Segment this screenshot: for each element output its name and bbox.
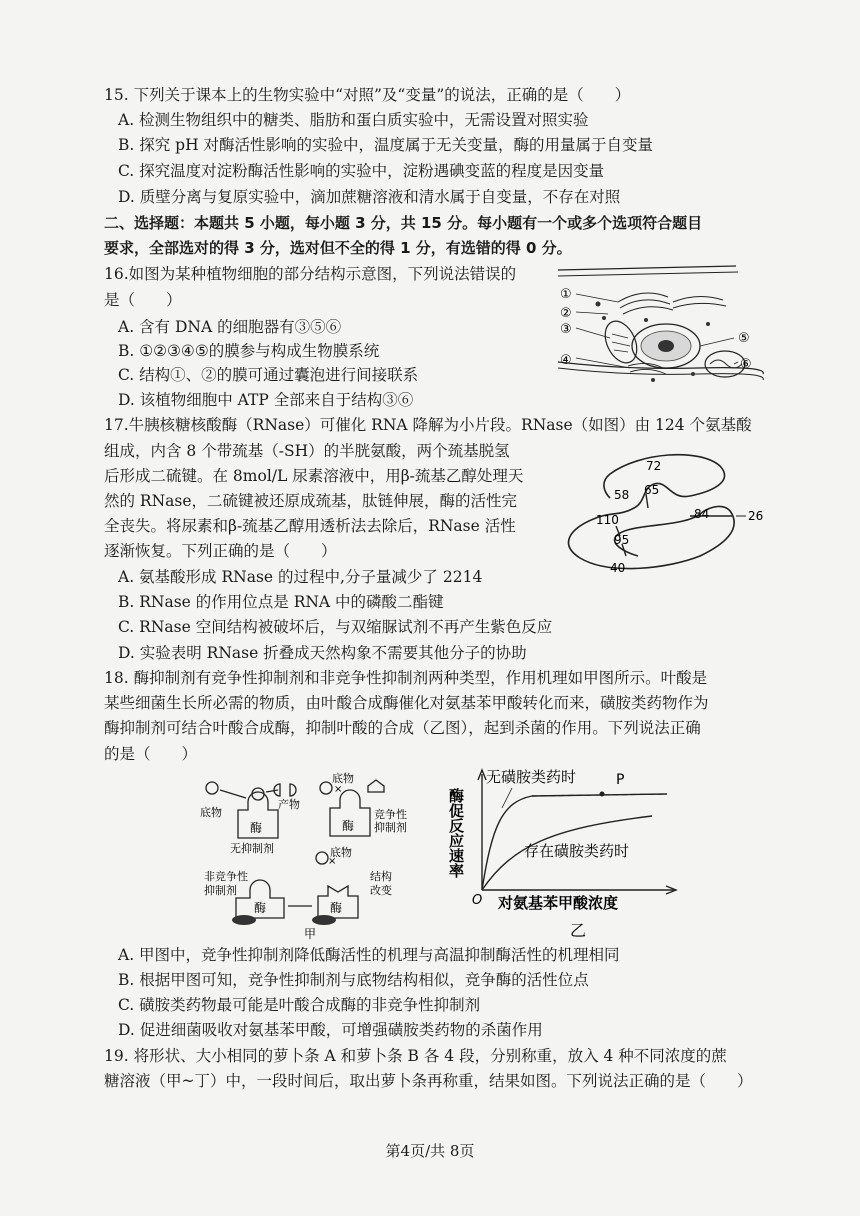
q18-stem-line2: 某些细菌生长所必需的物质，由叶酸合成酶催化对氨基苯甲酸转化而来，磺胺类药物作为 [104, 694, 709, 712]
section2-heading-line2: 要求，全部选对的得 3 分，选对但不全的得 1 分，有选错的得 0 分。 [104, 239, 572, 257]
jia-caption: 甲 [304, 927, 317, 941]
q17-stem-line6: 逐渐恢复。下列正确的是（ ） [104, 542, 337, 560]
jia-competitive-1: 竞争性 [374, 808, 407, 821]
q17-stem-line4: 然的 RNase，二硫键被还原成巯基，肽链伸展，酶的活性完 [104, 492, 518, 510]
jia-product: 产物 [278, 798, 300, 811]
jia-enzyme-1: 酶 [250, 821, 263, 835]
cell-label-3: ③ [560, 322, 572, 337]
jia-substrate-2: 底物 [332, 772, 354, 785]
q18-option-d: D. 促进细菌吸收对氨基苯甲酸，可增强磺胺类药物的杀菌作用 [118, 1021, 543, 1039]
jia-enzyme-4: 酶 [330, 901, 343, 915]
q17-stem-line3: 后形成二硫键。在 8mol/L 尿素溶液中，用β-巯基乙醇处理天 [104, 467, 524, 485]
jia-noncompetitive-2: 抑制剂 [204, 884, 237, 897]
jia-no-inhibitor: 无抑制剂 [230, 842, 274, 855]
yi-curve-top-label: 无磺胺类药时 [486, 768, 577, 786]
q16-option-a: A. 含有 DNA 的细胞器有③⑤⑥ [118, 318, 342, 336]
q16-stem-line2: 是（ ） [104, 291, 182, 309]
rnase-label-84: 84 [694, 507, 710, 521]
jia-competitive-2: 抑制剂 [374, 821, 407, 834]
q16-option-c: C. 结构①、②的膜可通过囊泡进行间接联系 [118, 366, 419, 384]
q15-option-c: C. 探究温度对淀粉酶活性影响的实验中，淀粉遇碘变蓝的程度是因变量 [118, 162, 605, 180]
rnase-label-58: 58 [614, 488, 630, 502]
rnase-label-72: 72 [646, 459, 662, 473]
q19-stem-line2: 糖溶液（甲~丁）中，一段时间后，取出萝卜条再称重，结果如图。下列说法正确的是（ ） [104, 1072, 753, 1090]
q18-stem-line1: 18. 酶抑制剂有竞争性抑制剂和非竞争性抑制剂两种类型，作用机理如甲图所示。叶酸是 [104, 669, 708, 687]
yi-point-label: P [616, 772, 625, 788]
jia-enzyme-2: 酶 [342, 819, 355, 833]
cell-label-6: ⑥ [740, 357, 752, 372]
jia-substrate: 底物 [200, 806, 222, 819]
yi-ylabel: 酶促反应速率 [447, 788, 465, 878]
rnase-label-26: 26 [748, 509, 764, 523]
jia-substrate-3: 底物 [330, 846, 352, 859]
reaction-rate-chart [447, 766, 682, 944]
q18-stem-line3: 酶抑制剂可结合叶酸合成酶，抑制叶酸的合成（乙图），起到杀菌的作用。下列说法正确 [104, 719, 701, 737]
q18-option-b: B. 根据甲图可知，竞争性抑制剂与底物结构相似，竞争酶的活性位点 [118, 971, 589, 989]
q16-option-d: D. 该植物细胞中 ATP 全部来自于结构③⑥ [118, 391, 414, 409]
q17-option-d: D. 实验表明 RNase 折叠成天然构象不需要其他分子的协助 [118, 644, 527, 662]
rnase-structure-figure [550, 452, 780, 578]
plant-cell-figure [548, 262, 768, 412]
rnase-label-65: 65 [644, 483, 660, 497]
rnase-label-110: 110 [596, 513, 619, 527]
q19-stem-line1: 19. 将形状、大小相同的萝卜条 A 和萝卜条 B 各 4 段，分别称重，放入 4 种不同浓度的蔗 [104, 1047, 727, 1065]
jia-noncompetitive-1: 非竞争性 [204, 870, 248, 883]
q15-stem: 15. 下列关于课本上的生物实验中“对照”及“变量”的说法，正确的是（ ） [104, 86, 631, 104]
q17-stem-line5: 全丧失。将尿素和β-巯基乙醇用透析法去除后，RNase 活性 [104, 517, 516, 535]
cell-label-5: ⑤ [738, 331, 750, 346]
q16-stem-line1: 16.如图为某种植物细胞的部分结构示意图，下列说法错误的 [104, 265, 517, 283]
jia-enzyme-3: 酶 [254, 901, 267, 915]
cell-label-1: ① [560, 287, 572, 302]
jia-cross-mark-2: × [328, 856, 337, 867]
yi-xlabel: 对氨基苯甲酸浓度 [498, 894, 619, 912]
jia-structure-2: 改变 [370, 884, 392, 897]
q17-stem-line2: 组成，内含 8 个带巯基（-SH）的半胱氨酸，两个巯基脱氢 [104, 442, 510, 460]
cell-label-4: ④ [560, 353, 572, 368]
q15-option-a: A. 检测生物组织中的糖类、脂肪和蛋白质实验中，无需设置对照实验 [118, 111, 589, 129]
section2-heading-line1: 二、选择题：本题共 5 小题，每小题 3 分，共 15 分。每小题有一个或多个选项符合题目 [104, 214, 703, 232]
jia-structure-1: 结构 [370, 870, 392, 883]
q17-stem-line1: 17.牛胰核糖核酸酶（RNase）可催化 RNA 降解为小片段。RNase（如图）由 124 个氨基酸 [104, 416, 752, 434]
cell-label-2: ② [560, 306, 572, 321]
q18-option-c: C. 磺胺类药物最可能是叶酸合成酶的非竞争性抑制剂 [118, 996, 481, 1014]
q15-option-d: D. 质壁分离与复原实验中，滴加蔗糖溶液和清水属于自变量，不存在对照 [118, 188, 621, 206]
q17-option-c: C. RNase 空间结构被破坏后，与双缩脲试剂不再产生紫色反应 [118, 618, 553, 636]
q18-option-a: A. 甲图中，竞争性抑制剂降低酶活性的机理与高温抑制酶活性的机理相同 [118, 946, 620, 964]
q18-stem-line4: 的是（ ） [104, 745, 198, 763]
inhibitor-mechanism-figure [198, 772, 448, 944]
yi-origin: O [472, 893, 483, 908]
jia-cross-mark: × [334, 784, 343, 795]
q17-option-b: B. RNase 的作用位点是 RNA 中的磷酸二酯键 [118, 593, 444, 611]
rnase-label-40: 40 [610, 561, 626, 575]
yi-curve-bottom-label: 存在磺胺类药时 [524, 842, 630, 860]
q16-option-b: B. ①②③④⑤的膜参与构成生物膜系统 [118, 342, 380, 360]
rnase-label-95: 95 [614, 533, 630, 547]
q15-option-b: B. 探究 pH 对酶活性影响的实验中，温度属于无关变量，酶的用量属于自变量 [118, 136, 654, 154]
page-footer: 第4页/共 8页 [385, 1142, 475, 1160]
q17-option-a: A. 氨基酸形成 RNase 的过程中,分子量减少了 2214 [118, 568, 483, 586]
yi-caption: 乙 [570, 921, 587, 940]
